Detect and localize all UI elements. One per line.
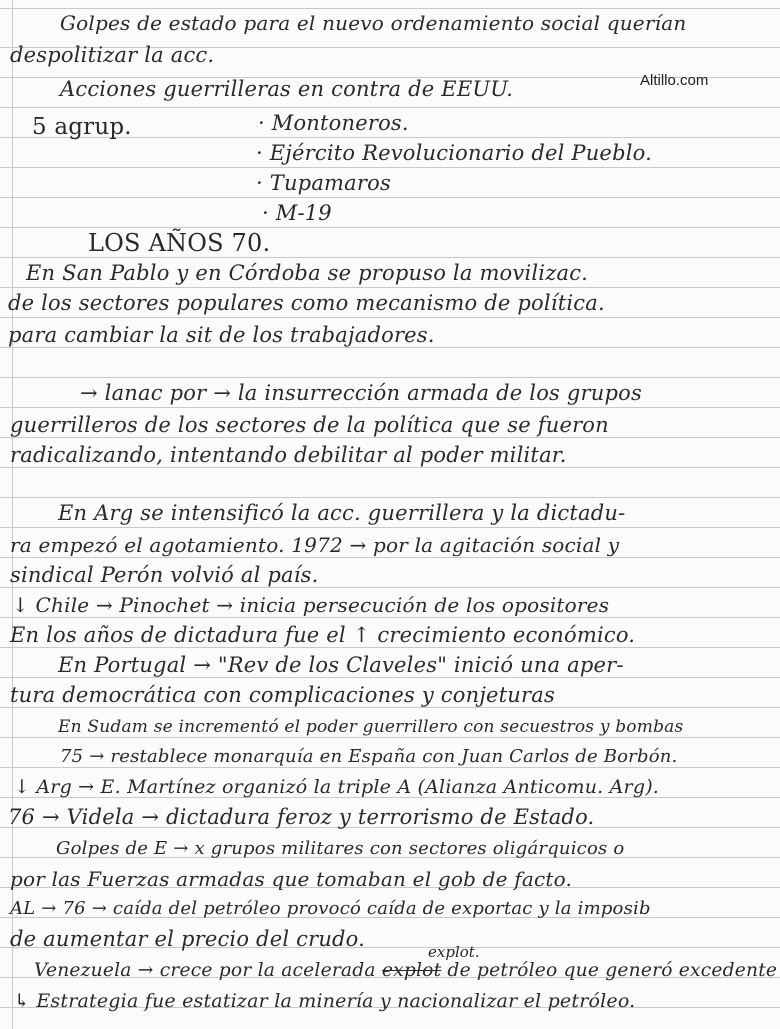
handwritten-line: AL → 76 → caída del petróleo provocó caída de exportac y la imposib [10,898,651,919]
handwritten-line: → lanac por → la insurrección armada de los grupos [80,381,642,405]
handwritten-line [34,956,777,986]
handwritten-line: · Montoneros. [258,111,409,135]
handwritten-line: Acciones guerrilleras en contra de EEUU. [60,77,514,101]
handwritten-line: · M-19 [262,201,332,225]
handwritten-line: LOS AÑOS 70. [88,229,271,257]
handwritten-line: · Ejército Revolucionario del Pueblo. [256,141,652,165]
handwritten-line: En Sudam se incrementó el poder guerrillero con secuestros y bombas [58,717,684,737]
handwritten-line: 76 → Videla → dictadura feroz y terrorismo de Estado. [8,805,595,829]
handwritten-line: de los sectores populares como mecanismo de política. [8,291,605,315]
watermark: Altillo.com [640,72,709,89]
handwritten-line: radicalizando, intentando debilitar al poder militar. [10,443,567,467]
handwritten-line: sindical Perón volvió al país. [10,563,319,587]
handwritten-line: Golpes de estado para el nuevo ordenamiento social querían [60,11,687,35]
handwritten-line: para cambiar la sit de los trabajadores. [8,323,435,347]
line-text: Venezuela → crece por la acelerada [34,960,376,981]
handwritten-line: tura democrática con complicaciones y conjeturas [10,683,555,707]
handwritten-line: Golpes de E → x grupos militares con sectores oligárquicos o [56,838,625,859]
handwritten-line: En San Pablo y en Córdoba se propuso la movilizac. [26,261,589,285]
handwritten-line: ra empezó el agotamiento. 1972 → por la agitación social y [10,533,620,557]
handwritten-line: · Tupamaros [256,171,391,195]
handwritten-line: 75 → restablece monarquía en España con Juan Carlos de Borbón. [60,746,678,767]
handwritten-line: ↓ Arg → E. Martínez organizó la triple A (Alianza Anticomu. Arg). [14,776,660,798]
handwritten-line: por las Fuerzas armadas que tomaban el gob de facto. [10,867,573,891]
handwritten-line: En Arg se intensificó la acc. guerrillera y la dictadu- [58,501,626,525]
handwritten-line: En los años de dictadura fue el ↑ crecimiento económico. [10,623,636,647]
handwritten-line: ↳ Estrategia fue estatizar la minería y nacionalizar el petróleo. [14,990,636,1012]
handwritten-line: 5 agrup. [32,114,132,140]
handwritten-line: ↓ Chile → Pinochet → inicia persecución de los opositores [12,593,610,617]
struck-word: explot [381,960,442,981]
line-text: de petróleo que generó excedente [447,960,778,981]
handwritten-line: guerrilleros de los sectores de la política que se fueron [10,413,609,437]
handwritten-line: despolitizar la acc. [10,43,215,67]
handwritten-line: de aumentar el precio del crudo. [10,927,366,951]
inserted-note: explot. [428,943,480,961]
handwritten-line: En Portugal → "Rev de los Claveles" inició una aper- [58,653,624,677]
